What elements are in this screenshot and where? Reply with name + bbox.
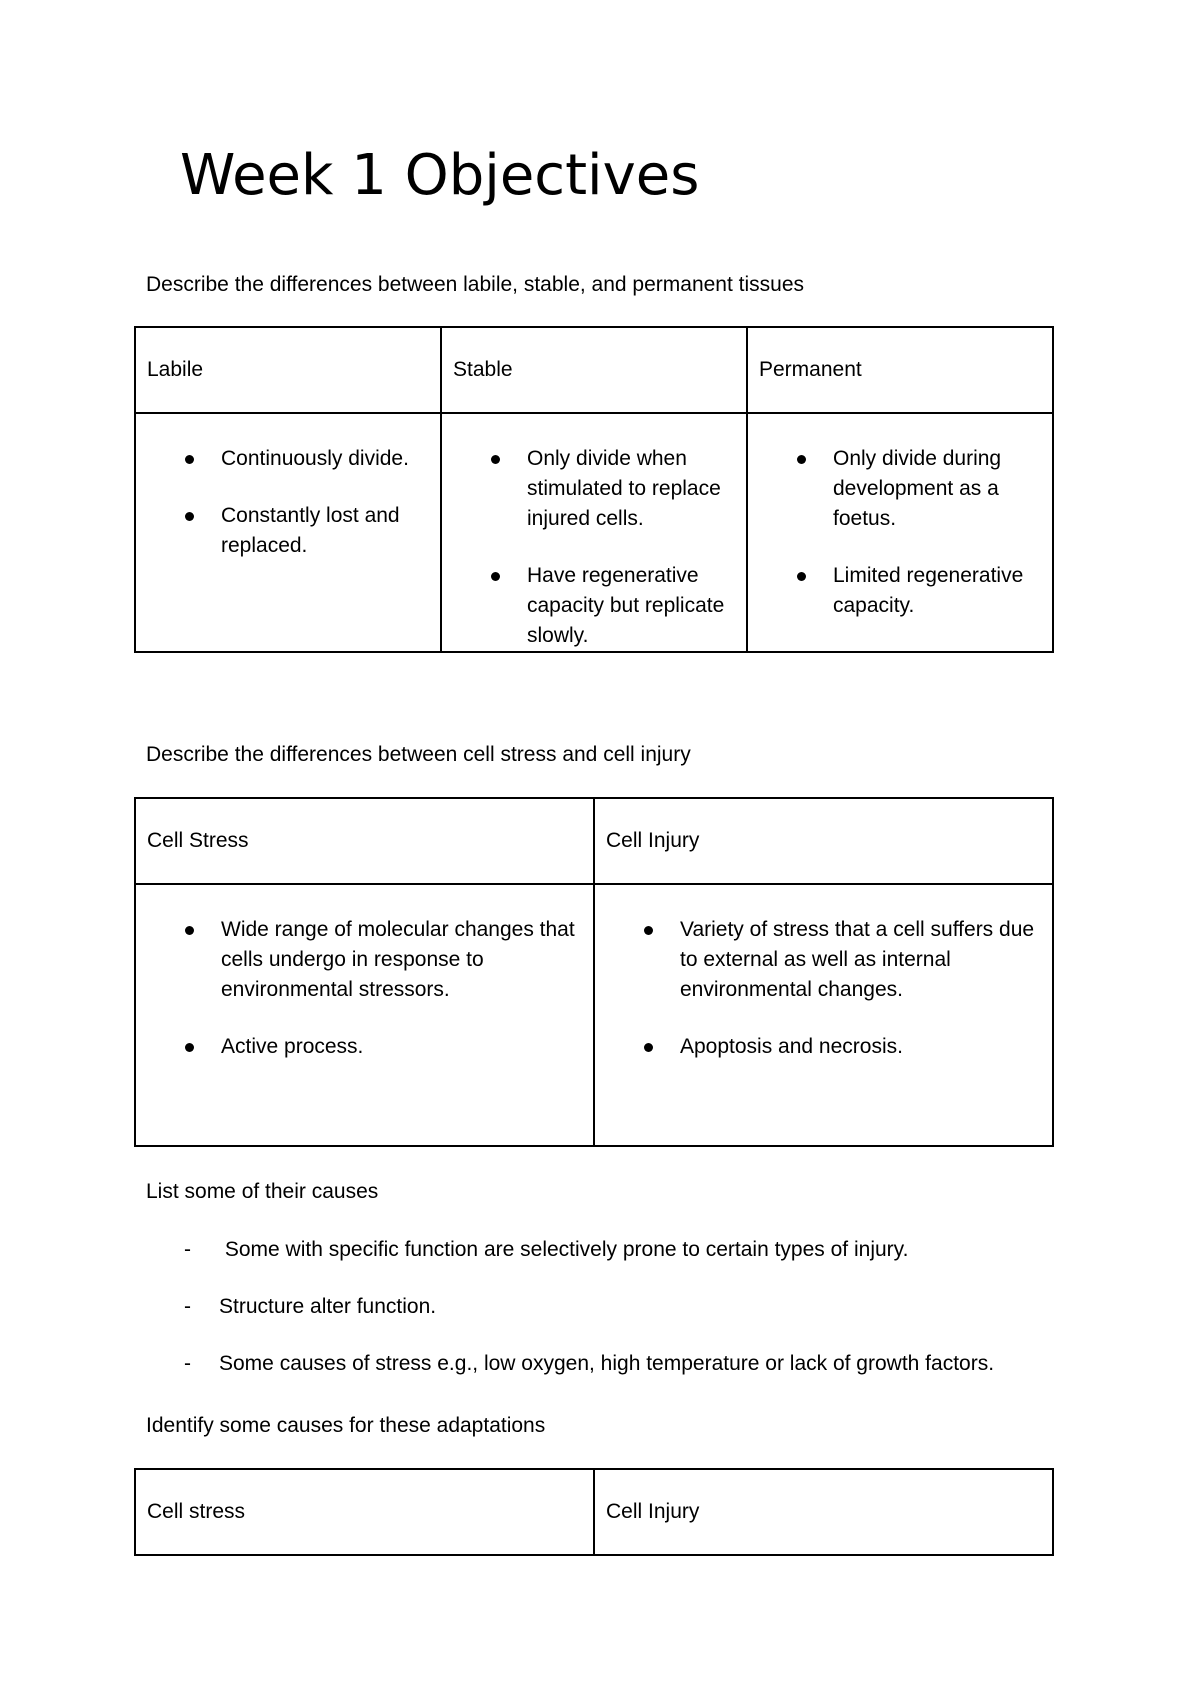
cell-cell-stress — [135, 884, 594, 1146]
bullet-icon — [185, 1043, 194, 1052]
list-item: Active process. — [136, 1032, 585, 1062]
list-item: - Some causes of stress e.g., low oxygen, high temperature or lack of growth factors. — [146, 1349, 994, 1379]
bullet-icon — [185, 926, 194, 935]
list-item: Continuously divide. — [136, 444, 432, 474]
bullet-icon — [491, 455, 500, 464]
page-title: Week 1 Objectives — [180, 143, 700, 208]
bullet-list — [136, 414, 440, 561]
adaptations-table — [134, 1468, 1054, 1556]
header-cell-cell-injury: Cell Injury — [594, 1469, 1053, 1555]
list-item: Only divide when stimulated to replace injured cells. — [442, 444, 738, 534]
header-cell-cell-stress: Cell Stress — [135, 798, 594, 884]
table-header-row — [135, 327, 1053, 413]
list-item: Variety of stress that a cell suffers due to external as well as internal environmental changes. — [595, 915, 1044, 1005]
header-cell-labile: Labile — [135, 327, 441, 413]
section4-heading: Identify some causes for these adaptations — [146, 1414, 546, 1437]
table-row — [135, 884, 1053, 1146]
bullet-list — [136, 885, 593, 1062]
section2-heading: Describe the differences between cell stress and cell injury — [146, 743, 691, 766]
dash-marker: - — [184, 1238, 191, 1261]
list-item: Apoptosis and necrosis. — [595, 1032, 1044, 1062]
header-cell-permanent: Permanent — [747, 327, 1053, 413]
bullet-icon — [491, 572, 500, 581]
bullet-icon — [644, 926, 653, 935]
section3-heading: List some of their causes — [146, 1180, 379, 1203]
bullet-list — [748, 414, 1052, 621]
header-cell-cell-injury: Cell Injury — [594, 798, 1053, 884]
dash-marker: - — [184, 1352, 191, 1375]
list-item: - Some with specific function are selectively prone to certain types of injury. — [146, 1235, 994, 1265]
bullet-icon — [185, 455, 194, 464]
list-item: Constantly lost and replaced. — [136, 501, 432, 561]
list-item: Only divide during development as a foetus. — [748, 444, 1044, 534]
cell-stable — [441, 413, 747, 652]
bullet-icon — [797, 455, 806, 464]
bullet-icon — [644, 1043, 653, 1052]
bullet-icon — [797, 572, 806, 581]
cell-cell-injury — [594, 884, 1053, 1146]
table-header-row — [135, 1469, 1053, 1555]
bullet-icon — [185, 512, 194, 521]
list-item: - Structure alter function. — [146, 1292, 994, 1322]
list-item: Have regenerative capacity but replicate slowly. — [442, 561, 738, 651]
table-row — [135, 413, 1053, 652]
header-cell-cell-stress: Cell stress — [135, 1469, 594, 1555]
list-item: Limited regenerative capacity. — [748, 561, 1044, 621]
causes-list — [146, 1235, 994, 1406]
tissue-types-table — [134, 326, 1054, 653]
dash-marker: - — [184, 1295, 191, 1318]
cell-permanent — [747, 413, 1053, 652]
header-cell-stable: Stable — [441, 327, 747, 413]
list-item: Wide range of molecular changes that cells undergo in response to environmental stressors. — [136, 915, 585, 1005]
table-header-row — [135, 798, 1053, 884]
bullet-list — [595, 885, 1052, 1062]
cell-labile — [135, 413, 441, 652]
bullet-list — [442, 414, 746, 651]
stress-injury-table — [134, 797, 1054, 1147]
section1-heading: Describe the differences between labile, stable, and permanent tissues — [146, 273, 805, 296]
